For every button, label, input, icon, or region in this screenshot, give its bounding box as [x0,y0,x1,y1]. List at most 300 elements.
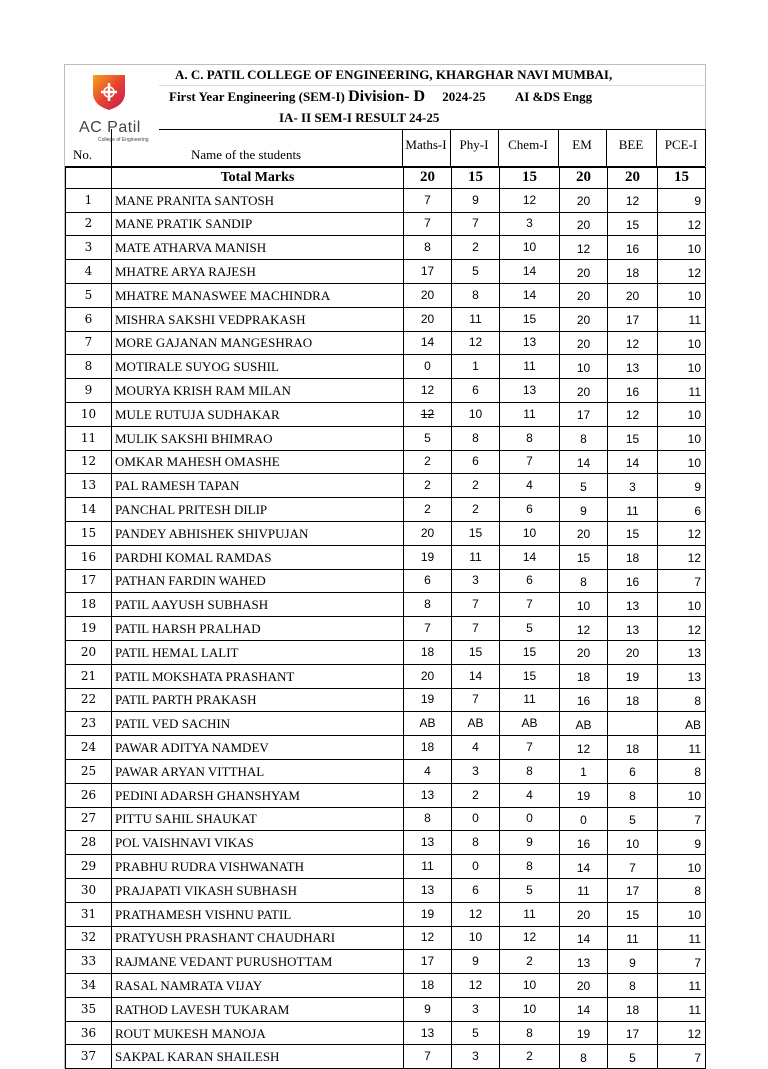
total-marks-row [66,168,706,189]
shield-logo-icon [91,73,127,111]
mark-cell: 18 [608,688,658,712]
total-mark: 20 [560,168,608,189]
student-no: 34 [66,974,112,998]
mark-cell: 6 [452,878,500,902]
mark-cell: 2 [500,950,560,974]
mark-cell: 4 [500,783,560,807]
mark-cell: 11 [500,902,560,926]
column-divider [111,129,112,166]
student-row [66,593,706,617]
mark-cell: AB [452,712,500,736]
mark-cell: 15 [608,902,658,926]
mark-cell: 7 [658,1045,706,1069]
mark-cell: 13 [560,950,608,974]
student-no: 8 [66,355,112,379]
student-row [66,402,706,426]
mark-cell: 14 [560,450,608,474]
mark-cell: 13 [500,379,560,403]
mark-cell: 14 [404,331,452,355]
mark-cell: 13 [404,783,452,807]
mark-cell: 18 [404,736,452,760]
student-row [66,426,706,450]
mark-cell: 18 [608,260,658,284]
student-no: 23 [66,712,112,736]
mark-cell: 20 [560,379,608,403]
student-no: 11 [66,426,112,450]
student-no: 36 [66,1021,112,1045]
student-no: 14 [66,498,112,522]
mark-cell: 11 [658,307,706,331]
program-line [169,88,592,106]
mark-cell: 12 [658,617,706,641]
mark-cell: 16 [608,569,658,593]
mark-cell: 15 [500,664,560,688]
mark-cell: 9 [404,997,452,1021]
student-row [66,617,706,641]
student-row [66,379,706,403]
total-mark: 20 [404,168,452,189]
student-no: 21 [66,664,112,688]
mark-cell: 8 [608,783,658,807]
sheet-header [65,65,705,167]
mark-cell: 12 [658,212,706,236]
mark-cell: 7 [658,807,706,831]
mark-cell: 18 [608,997,658,1021]
mark-cell: 3 [452,1045,500,1069]
student-name: PRATYUSH PRASHANT CHAUDHARI [112,926,404,950]
mark-cell: 13 [404,1021,452,1045]
mark-cell: 7 [500,736,560,760]
mark-cell: 6 [500,498,560,522]
student-no: 37 [66,1045,112,1069]
student-row [66,831,706,855]
student-no: 9 [66,379,112,403]
mark-cell: 0 [500,807,560,831]
mark-cell: 10 [658,402,706,426]
mark-cell: 13 [608,355,658,379]
mark-cell: 13 [500,331,560,355]
student-no: 1 [66,188,112,212]
student-name: MORE GAJANAN MANGESHRAO [112,331,404,355]
mark-cell: 13 [404,878,452,902]
mark-cell: 18 [404,974,452,998]
student-no: 35 [66,997,112,1021]
mark-cell: 0 [404,355,452,379]
mark-cell: 11 [658,974,706,998]
mark-cell: 12 [500,188,560,212]
student-no: 16 [66,545,112,569]
mark-cell: 20 [560,307,608,331]
mark-cell: 14 [500,545,560,569]
student-row [66,640,706,664]
mark-cell: 11 [452,545,500,569]
mark-cell: 12 [658,260,706,284]
logo-subtitle: College of Engineering [98,137,149,143]
student-row [66,902,706,926]
mark-cell: 11 [658,379,706,403]
student-name: POL VAISHNAVI VIKAS [112,831,404,855]
mark-cell: 12 [560,617,608,641]
mark-cell: 17 [560,402,608,426]
mark-cell: 2 [404,498,452,522]
mark-cell: 19 [404,545,452,569]
student-row [66,569,706,593]
mark-cell: 3 [452,569,500,593]
mark-cell: 8 [658,878,706,902]
mark-cell: 12 [452,331,500,355]
student-no: 24 [66,736,112,760]
mark-cell: 7 [452,593,500,617]
student-no: 22 [66,688,112,712]
mark-cell: 9 [608,950,658,974]
mark-cell: 2 [452,474,500,498]
mark-cell: 0 [560,807,608,831]
mark-cell: 10 [658,450,706,474]
mark-cell: 8 [500,759,560,783]
mark-cell: 19 [404,688,452,712]
student-row [66,950,706,974]
mark-cell: 10 [658,426,706,450]
mark-cell: 11 [404,855,452,879]
student-name: PATIL PARTH PRAKASH [112,688,404,712]
mark-cell: 8 [452,831,500,855]
mark-cell: 20 [560,521,608,545]
student-row [66,307,706,331]
mark-cell: 10 [608,831,658,855]
mark-cell: 0 [452,807,500,831]
student-no: 32 [66,926,112,950]
mark-cell: 15 [560,545,608,569]
student-no: 29 [66,855,112,879]
mark-cell: 15 [500,307,560,331]
student-name: RASAL NAMRATA VIJAY [112,974,404,998]
mark-cell: 14 [500,283,560,307]
student-name: MOTIRALE SUYOG SUSHIL [112,355,404,379]
student-no: 15 [66,521,112,545]
student-name: PATIL VED SACHIN [112,712,404,736]
student-name: PRABHU RUDRA VISHWANATH [112,855,404,879]
student-row [66,997,706,1021]
mark-cell: 8 [560,1045,608,1069]
mark-cell: 15 [608,426,658,450]
mark-cell: 18 [404,640,452,664]
division: Division- D [348,88,425,105]
mark-cell: 12 [500,926,560,950]
mark-cell: 10 [658,902,706,926]
student-no: 31 [66,902,112,926]
branch: AI &DS Engg [514,89,593,104]
mark-cell: 12 [452,902,500,926]
mark-cell: 9 [658,474,706,498]
student-name: PATIL MOKSHATA PRASHANT [112,664,404,688]
subject-header-em: EM [558,129,605,166]
student-row [66,736,706,760]
mark-cell: 3 [500,212,560,236]
subject-header-pce: PCE-I [656,129,706,166]
mark-cell: 10 [658,593,706,617]
subject-header-maths: Maths-I [402,129,449,166]
mark-cell: 8 [500,1021,560,1045]
mark-cell: 20 [560,902,608,926]
mark-cell: 11 [500,402,560,426]
student-name: MANE PRATIK SANDIP [112,212,404,236]
mark-cell: 11 [658,926,706,950]
mark-cell: 5 [452,260,500,284]
total-mark: 15 [500,168,560,189]
mark-cell: 11 [452,307,500,331]
mark-cell: 7 [452,212,500,236]
mark-cell: 7 [404,617,452,641]
mark-cell: 9 [658,188,706,212]
mark-cell: 20 [608,283,658,307]
mark-cell: 10 [500,521,560,545]
mark-cell: 20 [404,664,452,688]
mark-cell: 20 [560,974,608,998]
mark-cell: 10 [500,974,560,998]
student-no: 27 [66,807,112,831]
student-name: MULIK SAKSHI BHIMRAO [112,426,404,450]
mark-cell: 1 [452,355,500,379]
mark-cell: 6 [404,569,452,593]
student-no: 3 [66,236,112,260]
mark-cell: 18 [608,545,658,569]
mark-cell: 17 [608,1021,658,1045]
student-row [66,450,706,474]
mark-cell: 11 [500,688,560,712]
student-row [66,855,706,879]
student-name: MHATRE ARYA RAJESH [112,260,404,284]
mark-cell: 5 [608,1045,658,1069]
student-no: 33 [66,950,112,974]
student-row [66,212,706,236]
student-name: MISHRA SAKSHI VEDPRAKASH [112,307,404,331]
student-no: 5 [66,283,112,307]
mark-cell: 14 [500,260,560,284]
mark-cell: AB [404,712,452,736]
student-no: 2 [66,212,112,236]
student-row [66,1045,706,1069]
mark-cell: 6 [608,759,658,783]
mark-cell: 20 [560,331,608,355]
student-name: PAL RAMESH TAPAN [112,474,404,498]
student-row [66,712,706,736]
mark-cell: AB [658,712,706,736]
student-no: 12 [66,450,112,474]
mark-cell [608,712,658,736]
divider [159,85,705,86]
mark-cell: 11 [500,355,560,379]
mark-cell: 6 [658,498,706,522]
mark-cell: 12 [404,402,452,426]
mark-cell: AB [560,712,608,736]
mark-cell: 8 [658,688,706,712]
mark-cell: 12 [404,926,452,950]
student-row [66,926,706,950]
mark-cell: 19 [560,783,608,807]
student-no: 20 [66,640,112,664]
student-no: 6 [66,307,112,331]
mark-cell: 2 [452,236,500,260]
student-name: PEDINI ADARSH GHANSHYAM [112,783,404,807]
mark-cell: 12 [560,236,608,260]
mark-cell: 15 [452,640,500,664]
student-name: PRAJAPATI VIKASH SUBHASH [112,878,404,902]
mark-cell: 14 [608,450,658,474]
mark-cell: 2 [500,1045,560,1069]
mark-cell: 12 [404,379,452,403]
student-name: PATHAN FARDIN WAHED [112,569,404,593]
mark-cell: 12 [608,402,658,426]
mark-cell: 4 [404,759,452,783]
student-name: MHATRE MANASWEE MACHINDRA [112,283,404,307]
mark-cell: 12 [658,521,706,545]
student-name: RAJMANE VEDANT PURUSHOTTAM [112,950,404,974]
mark-cell: 10 [560,355,608,379]
mark-cell: 5 [608,807,658,831]
mark-cell: 8 [404,593,452,617]
mark-cell: 20 [404,283,452,307]
mark-cell: 20 [560,260,608,284]
mark-cell: 10 [658,855,706,879]
mark-cell: AB [500,712,560,736]
student-row [66,283,706,307]
subject-header-chem: Chem-I [498,129,557,166]
mark-cell: 11 [608,926,658,950]
student-name: PANCHAL PRITESH DILIP [112,498,404,522]
name-column-header: Name of the students [191,147,302,162]
mark-cell: 7 [608,855,658,879]
mark-cell: 18 [608,736,658,760]
student-row [66,355,706,379]
mark-cell: 7 [658,950,706,974]
mark-cell: 15 [608,212,658,236]
mark-cell: 17 [608,878,658,902]
student-name: PAWAR ARYAN VITTHAL [112,759,404,783]
mark-cell: 9 [560,498,608,522]
mark-cell: 20 [560,188,608,212]
student-row [66,498,706,522]
mark-cell: 2 [452,498,500,522]
student-no: 30 [66,878,112,902]
student-no: 4 [66,260,112,284]
mark-cell: 11 [560,878,608,902]
mark-cell: 10 [500,997,560,1021]
student-name: MATE ATHARVA MANISH [112,236,404,260]
mark-cell: 11 [658,997,706,1021]
mark-cell: 8 [560,569,608,593]
student-row [66,974,706,998]
mark-cell: 5 [452,1021,500,1045]
student-row [66,521,706,545]
student-row [66,878,706,902]
result-sheet [64,64,706,1069]
mark-cell: 6 [452,450,500,474]
mark-cell: 3 [452,759,500,783]
mark-cell: 7 [452,688,500,712]
mark-cell: 8 [452,426,500,450]
total-no-cell [66,168,112,189]
mark-cell: 15 [608,521,658,545]
mark-cell: 10 [658,355,706,379]
college-title: A. C. PATIL COLLEGE OF ENGINEERING, KHARGHAR NAVI MUMBAI, [175,67,613,82]
mark-cell: 13 [608,617,658,641]
student-name: SAKPAL KARAN SHAILESH [112,1045,404,1069]
mark-cell: 16 [608,236,658,260]
student-name: MULE RUTUJA SUDHAKAR [112,402,404,426]
student-name: RATHOD LAVESH TUKARAM [112,997,404,1021]
subject-header-phy: Phy-I [450,129,497,166]
mark-cell: 12 [658,545,706,569]
student-no: 10 [66,402,112,426]
student-name: PITTU SAHIL SHAUKAT [112,807,404,831]
mark-cell: 12 [608,331,658,355]
mark-cell: 1 [560,759,608,783]
mark-cell: 15 [452,521,500,545]
mark-cell: 8 [560,426,608,450]
student-row [66,783,706,807]
mark-cell: 7 [404,212,452,236]
mark-cell: 20 [608,640,658,664]
mark-cell: 8 [404,236,452,260]
mark-cell: 14 [560,926,608,950]
mark-cell: 5 [500,617,560,641]
student-name: MANE PRANITA SANTOSH [112,188,404,212]
mark-cell: 17 [404,260,452,284]
mark-cell: 19 [560,1021,608,1045]
mark-cell: 19 [608,664,658,688]
mark-cell: 0 [452,855,500,879]
mark-cell: 8 [404,807,452,831]
total-mark: 15 [452,168,500,189]
mark-cell: 12 [560,736,608,760]
mark-cell: 5 [560,474,608,498]
mark-cell: 7 [404,188,452,212]
student-no: 25 [66,759,112,783]
results-table [65,167,706,1069]
mark-cell: 18 [560,664,608,688]
mark-cell: 8 [500,855,560,879]
student-row [66,188,706,212]
results-body [66,168,706,1069]
mark-cell: 2 [404,474,452,498]
mark-cell: 9 [452,188,500,212]
academic-year: 2024-25 [442,89,486,104]
student-no: 28 [66,831,112,855]
mark-cell: 20 [404,521,452,545]
mark-cell: 7 [658,569,706,593]
mark-cell: 6 [452,379,500,403]
student-row [66,664,706,688]
mark-cell: 14 [452,664,500,688]
student-no: 19 [66,617,112,641]
mark-cell: 4 [452,736,500,760]
mark-cell: 8 [500,426,560,450]
mark-cell: 9 [658,831,706,855]
total-mark: 20 [608,168,658,189]
student-name: PAWAR ADITYA NAMDEV [112,736,404,760]
student-name: OMKAR MAHESH OMASHE [112,450,404,474]
program: First Year Engineering (SEM-I) [169,89,345,104]
student-name: PATIL HARSH PRALHAD [112,617,404,641]
student-no: 26 [66,783,112,807]
mark-cell: 8 [658,759,706,783]
mark-cell: 11 [658,736,706,760]
no-column-header: No. [73,147,93,162]
student-name: PARDHI KOMAL RAMDAS [112,545,404,569]
mark-cell: 12 [658,1021,706,1045]
student-name: PATIL HEMAL LALIT [112,640,404,664]
mark-cell: 11 [608,498,658,522]
